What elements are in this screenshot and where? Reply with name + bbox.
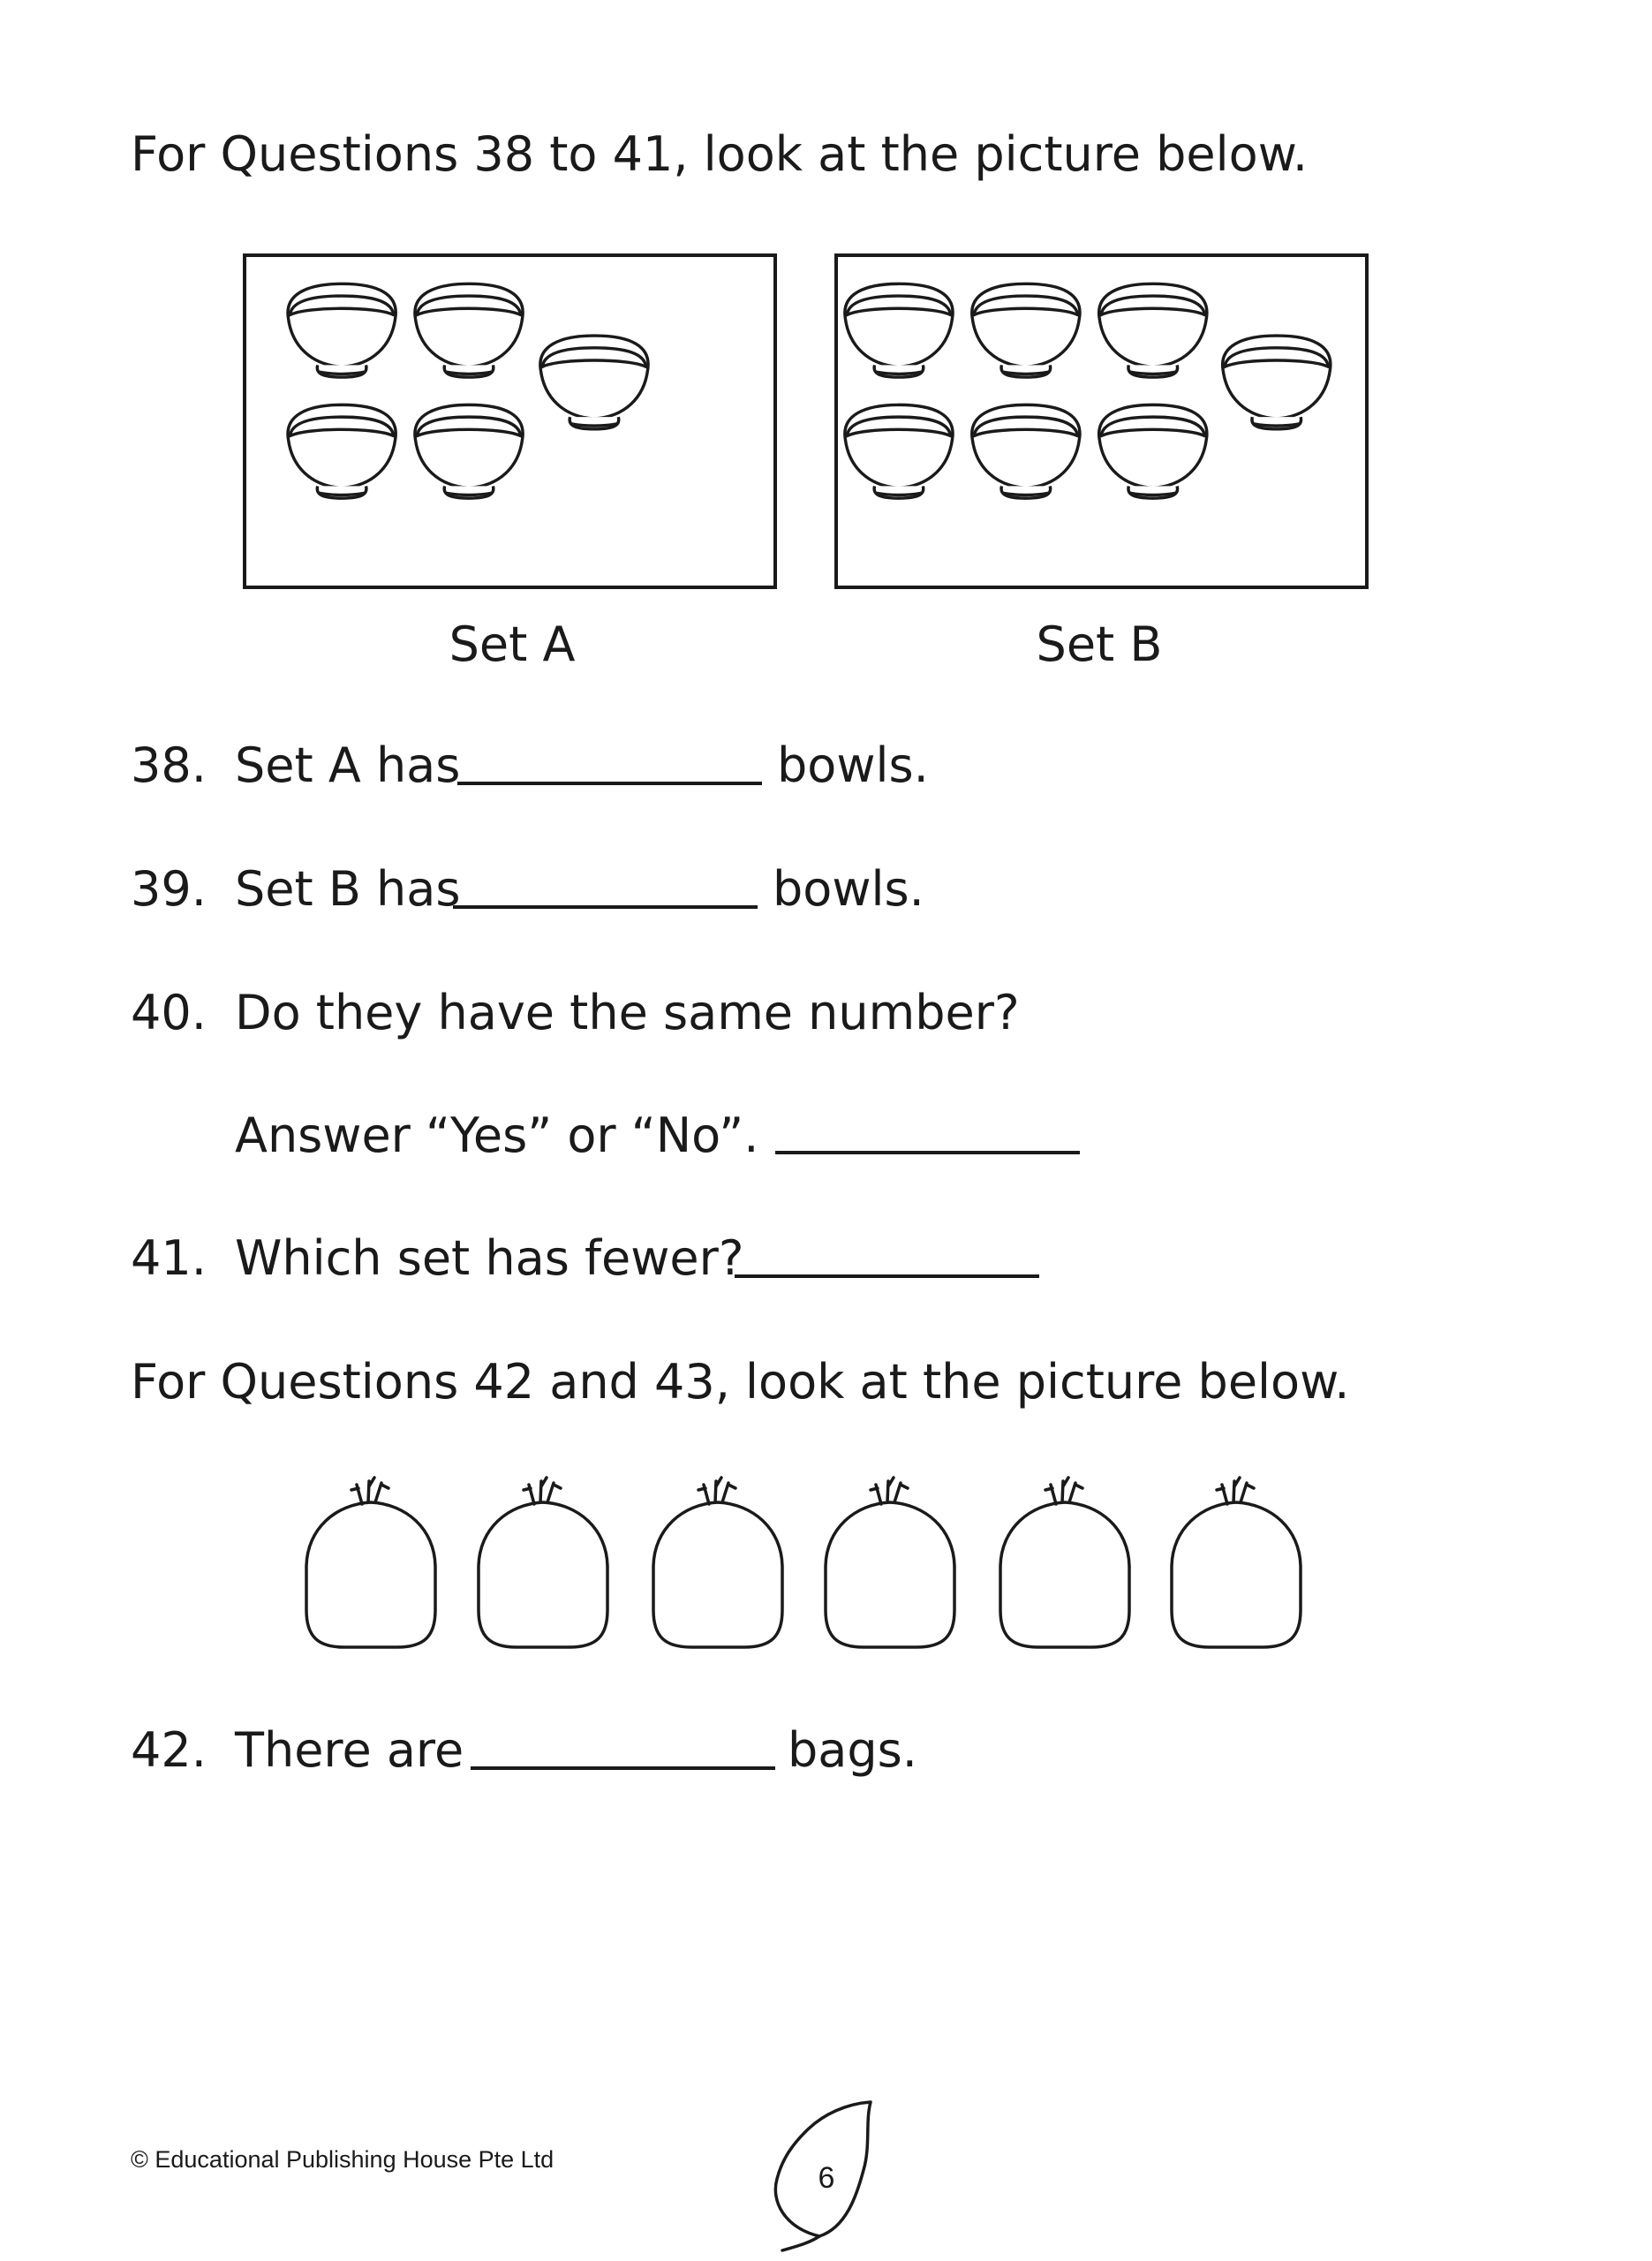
question-text: Set A has bbox=[235, 737, 461, 793]
bowl-icon bbox=[1099, 405, 1207, 498]
question-number: 40. bbox=[131, 985, 207, 1040]
bag-icon bbox=[306, 1478, 435, 1647]
bags-figure bbox=[300, 1471, 1324, 1652]
bowl-icon bbox=[845, 284, 953, 377]
question-text: Which set has fewer? bbox=[235, 1230, 744, 1286]
bowl-icon bbox=[845, 405, 953, 498]
answer-blank-39[interactable] bbox=[453, 905, 758, 909]
bag-icon bbox=[826, 1478, 954, 1647]
question-number: 41. bbox=[131, 1230, 207, 1286]
bowl-icon bbox=[415, 284, 523, 377]
bag-icon bbox=[1172, 1478, 1301, 1647]
question-number: 38. bbox=[131, 737, 207, 793]
set-a-bowls bbox=[246, 257, 773, 586]
set-a-box bbox=[243, 253, 777, 589]
answer-blank-40[interactable] bbox=[775, 1151, 1080, 1154]
instruction-42-43: For Questions 42 and 43, look at the picture below. bbox=[131, 1354, 1350, 1410]
bowl-icon bbox=[972, 405, 1080, 498]
bowl-icon bbox=[1223, 336, 1331, 429]
question-suffix: bowls. bbox=[777, 737, 929, 793]
bowl-icon bbox=[288, 405, 396, 498]
question-text: Do they have the same number? bbox=[235, 985, 1020, 1040]
answer-blank-41[interactable] bbox=[735, 1274, 1039, 1278]
bowl-icon bbox=[415, 405, 523, 498]
answer-blank-38[interactable] bbox=[457, 782, 762, 785]
bag-icon bbox=[1000, 1478, 1129, 1647]
bowl-icon bbox=[1099, 284, 1207, 377]
question-text: There are bbox=[235, 1722, 464, 1778]
set-b-label: Set B bbox=[1036, 616, 1163, 672]
set-b-box bbox=[834, 253, 1369, 589]
question-number: 42. bbox=[131, 1722, 207, 1778]
set-a-label: Set A bbox=[449, 616, 576, 672]
question-suffix: bowls. bbox=[773, 861, 924, 917]
bowl-icon bbox=[540, 336, 648, 429]
instruction-38-41: For Questions 38 to 41, look at the picture below. bbox=[131, 126, 1309, 182]
answer-prompt: Answer “Yes” or “No”. bbox=[235, 1108, 759, 1163]
question-number: 39. bbox=[131, 861, 207, 917]
set-b-bowls bbox=[838, 257, 1365, 586]
answer-blank-42[interactable] bbox=[471, 1766, 775, 1770]
question-suffix: bags. bbox=[788, 1722, 917, 1778]
copyright-notice: © Educational Publishing House Pte Ltd bbox=[131, 2146, 554, 2173]
question-text: Set B has bbox=[235, 861, 461, 917]
page-number: 6 bbox=[818, 2161, 835, 2195]
bowl-icon bbox=[288, 284, 396, 377]
bag-icon bbox=[653, 1478, 782, 1647]
leaf-icon bbox=[766, 2095, 890, 2254]
bowl-icon bbox=[972, 284, 1080, 377]
bag-icon bbox=[479, 1478, 607, 1647]
